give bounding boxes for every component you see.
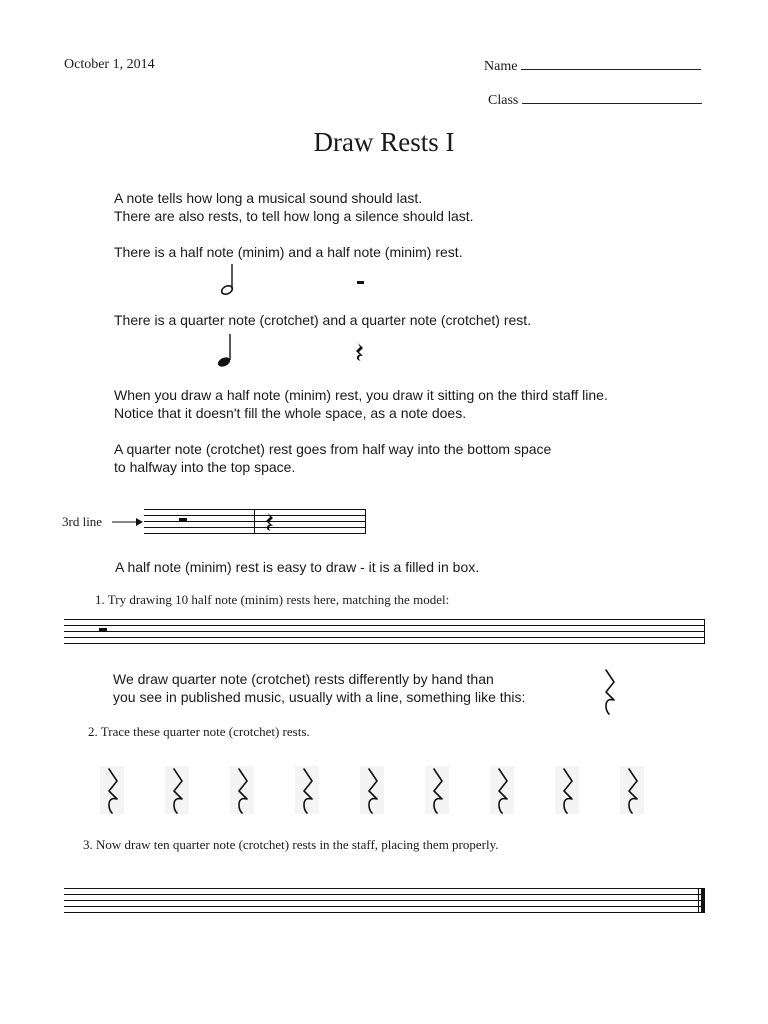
arrow-icon [112, 516, 144, 528]
intro-line-1: A note tells how long a musical sound should last. [114, 190, 423, 206]
trace-quarter-rest-icon[interactable] [360, 766, 384, 814]
quarter-placement-1: A quarter note (crotchet) rest goes from half way into the bottom space [114, 441, 552, 457]
quarter-note-sentence: There is a quarter note (crotchet) and a quarter note (crotchet) rest. [114, 312, 532, 328]
class-line[interactable] [522, 91, 702, 104]
quarter-note-icon [212, 332, 234, 368]
class-label: Class [488, 93, 519, 108]
example-quarter-rest [265, 512, 275, 532]
final-barline [701, 888, 705, 913]
trace-quarter-rest-icon[interactable] [425, 766, 449, 814]
example-staff [144, 509, 366, 535]
half-note-sentence: There is a half note (minim) and a half note (minim) rest. [114, 244, 463, 260]
trace-quarter-rest-icon[interactable] [555, 766, 579, 814]
placement-line-2: Notice that it doesn't fill the whole space, as a note does. [114, 405, 467, 421]
date: October 1, 2014 [64, 57, 155, 72]
name-line[interactable] [521, 57, 701, 70]
half-note-icon [217, 262, 237, 296]
half-rest-icon [357, 281, 364, 284]
name-label: Name [484, 59, 518, 74]
page-title: Draw Rests I [313, 127, 455, 157]
exercise-2-instruction: 2. Trace these quarter note (crotchet) rests. [88, 724, 310, 739]
placement-line-1: When you draw a half note (minim) rest, you draw it sitting on the third staff line. [114, 387, 608, 403]
intro-line-2: There are also rests, to tell how long a silence should last. [114, 208, 474, 224]
hand-drawn-line-1: We draw quarter note (crotchet) rests differently by hand than [113, 671, 494, 687]
model-half-rest [99, 628, 107, 631]
handwritten-quarter-rest-icon [600, 668, 620, 716]
trace-quarter-rest-icon[interactable] [230, 766, 254, 814]
class-field[interactable] [488, 91, 702, 109]
exercise-3-staff[interactable] [64, 888, 705, 914]
trace-rests-row[interactable] [100, 766, 680, 816]
exercise-1-staff[interactable] [64, 619, 705, 645]
trace-quarter-rest-icon[interactable] [165, 766, 189, 814]
name-field[interactable] [484, 57, 701, 75]
trace-quarter-rest-icon[interactable] [100, 766, 124, 814]
third-line-label: 3rd line [62, 514, 103, 529]
exercise-3-instruction: 3. Now draw ten quarter note (crotchet) rests in the staff, placing them properly. [83, 837, 499, 852]
hand-drawn-line-2: you see in published music, usually with a line, something like this: [113, 689, 526, 705]
trace-quarter-rest-icon[interactable] [620, 766, 644, 814]
example-half-rest [179, 518, 187, 521]
trace-quarter-rest-icon[interactable] [490, 766, 514, 814]
quarter-placement-2: to halfway into the top space. [114, 459, 296, 475]
exercise-1-instruction: 1. Try drawing 10 half note (minim) rests here, matching the model: [95, 592, 450, 607]
trace-quarter-rest-icon[interactable] [295, 766, 319, 814]
half-rest-easy-text: A half note (minim) rest is easy to draw - it is a filled in box. [115, 559, 480, 575]
quarter-rest-icon [354, 342, 366, 362]
